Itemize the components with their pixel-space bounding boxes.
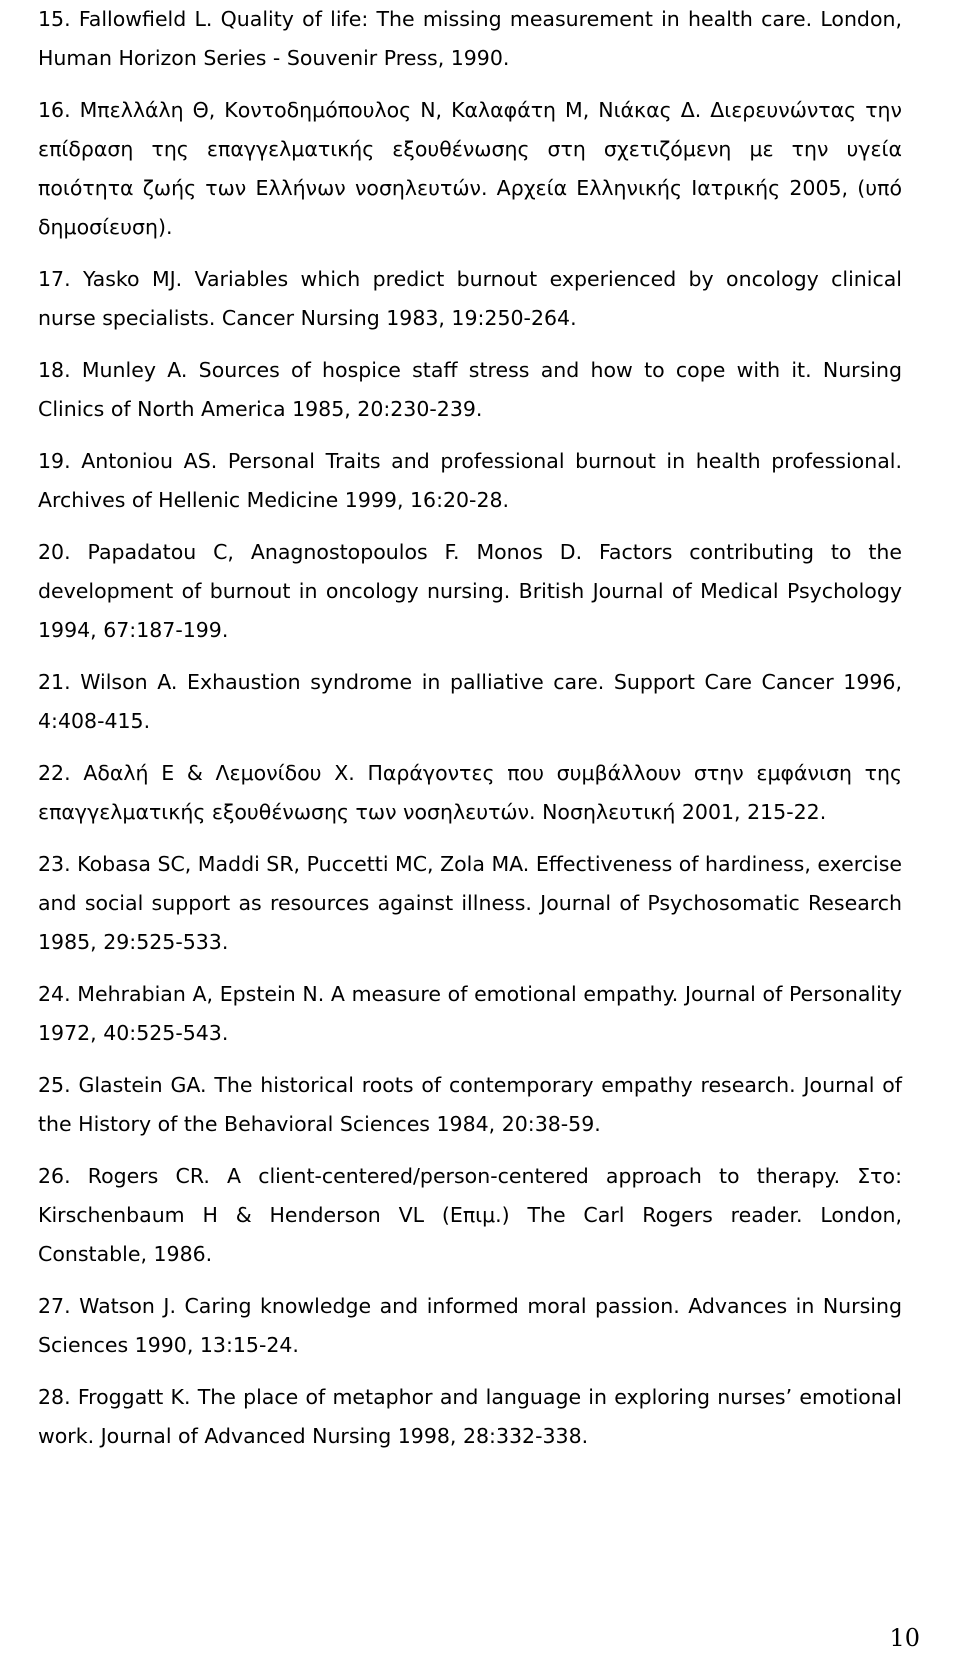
reference-item [38, 442, 902, 520]
reference-text: Wilson A. Exhaustion syndrome in palliative care. Support Care Cancer 1996, 4:408-415. [38, 670, 902, 733]
reference-text: Watson J. Caring knowledge and informed moral passion. Advances in Nursing Sciences 1990, 13:15-24. [38, 1294, 902, 1357]
reference-number: 22. [38, 761, 71, 785]
reference-text: Antoniou AS. Personal Traits and professional burnout in health professional. Archives of Hellenic Medicine 1999, 16:20-28. [38, 449, 902, 512]
reference-text: Munley A. Sources of hospice staff stress and how to cope with it. Nursing Clinics of North America 1985, 20:230-239. [38, 358, 902, 421]
reference-item [38, 754, 902, 832]
reference-item [38, 351, 902, 429]
reference-number: 24. [38, 982, 71, 1006]
reference-number: 23. [38, 852, 71, 876]
reference-item [38, 975, 902, 1053]
reference-text: Mehrabian A, Epstein N. A measure of emotional empathy. Journal of Personality 1972, 40:525-543. [38, 982, 902, 1045]
reference-item [38, 1378, 902, 1456]
reference-number: 15. [38, 7, 71, 31]
reference-item [38, 91, 902, 247]
reference-text: Fallowfield L. Quality of life: The missing measurement in health care. London, Human Horizon Series - Souvenir Press, 1990. [38, 7, 902, 70]
reference-text: Kobasa SC, Maddi SR, Puccetti MC, Zola MA. Effectiveness of hardiness, exercise and social support as resources against illness. Journal of Psychosomatic Research 1985, 29:525-533. [38, 852, 902, 954]
reference-number: 20. [38, 540, 71, 564]
reference-list [38, 0, 902, 1469]
reference-number: 16. [38, 98, 71, 122]
reference-item [38, 260, 902, 338]
reference-number: 18. [38, 358, 71, 382]
reference-text: Rogers CR. A client-centered/person-centered approach to therapy. Στο: Kirschenbaum H & Henderson VL (Επιμ.) The Carl Rogers reader. London, Constable, 1986. [38, 1164, 902, 1266]
reference-item [38, 533, 902, 650]
reference-text: Froggatt K. The place of metaphor and language in exploring nurses’ emotional work. Journal of Advanced Nursing 1998, 28:332-338. [38, 1385, 902, 1448]
reference-item [38, 1287, 902, 1365]
reference-text: Glastein GA. The historical roots of contemporary empathy research. Journal of the History of the Behavioral Sciences 1984, 20:38-59. [38, 1073, 902, 1136]
reference-item [38, 663, 902, 741]
reference-item [38, 845, 902, 962]
page-number: 10 [889, 1624, 920, 1652]
reference-text: Μπελλάλη Θ, Κοντοδημόπουλος Ν, Καλαφάτη Μ, Νιάκας Δ. Διερευνώντας την επίδραση της επαγγελματικής εξουθένωσης στη σχετιζόμενη με την υγεία ποιότητα ζωής των Ελλήνων νοσηλευτών. Αρχεία Ελληνικής Ιατρικής 2005, (υπό δημοσίευση). [38, 98, 902, 239]
reference-number: 27. [38, 1294, 71, 1318]
reference-number: 25. [38, 1073, 71, 1097]
reference-text: Yasko MJ. Variables which predict burnout experienced by oncology clinical nurse specialists. Cancer Nursing 1983, 19:250-264. [38, 267, 902, 330]
reference-number: 19. [38, 449, 71, 473]
reference-item [38, 1066, 902, 1144]
reference-number: 21. [38, 670, 71, 694]
reference-number: 28. [38, 1385, 71, 1409]
reference-item [38, 1157, 902, 1274]
reference-number: 17. [38, 267, 71, 291]
reference-text: Papadatou C, Anagnostopoulos F. Monos D. Factors contributing to the development of burnout in oncology nursing. British Journal of Medical Psychology 1994, 67:187-199. [38, 540, 902, 642]
reference-item [38, 0, 902, 78]
reference-number: 26. [38, 1164, 71, 1188]
reference-text: Αδαλή Ε & Λεμονίδου Χ. Παράγοντες που συμβάλλουν στην εμφάνιση της επαγγελματικής εξουθένωσης των νοσηλευτών. Νοσηλευτική 2001, 215-22. [38, 761, 902, 824]
